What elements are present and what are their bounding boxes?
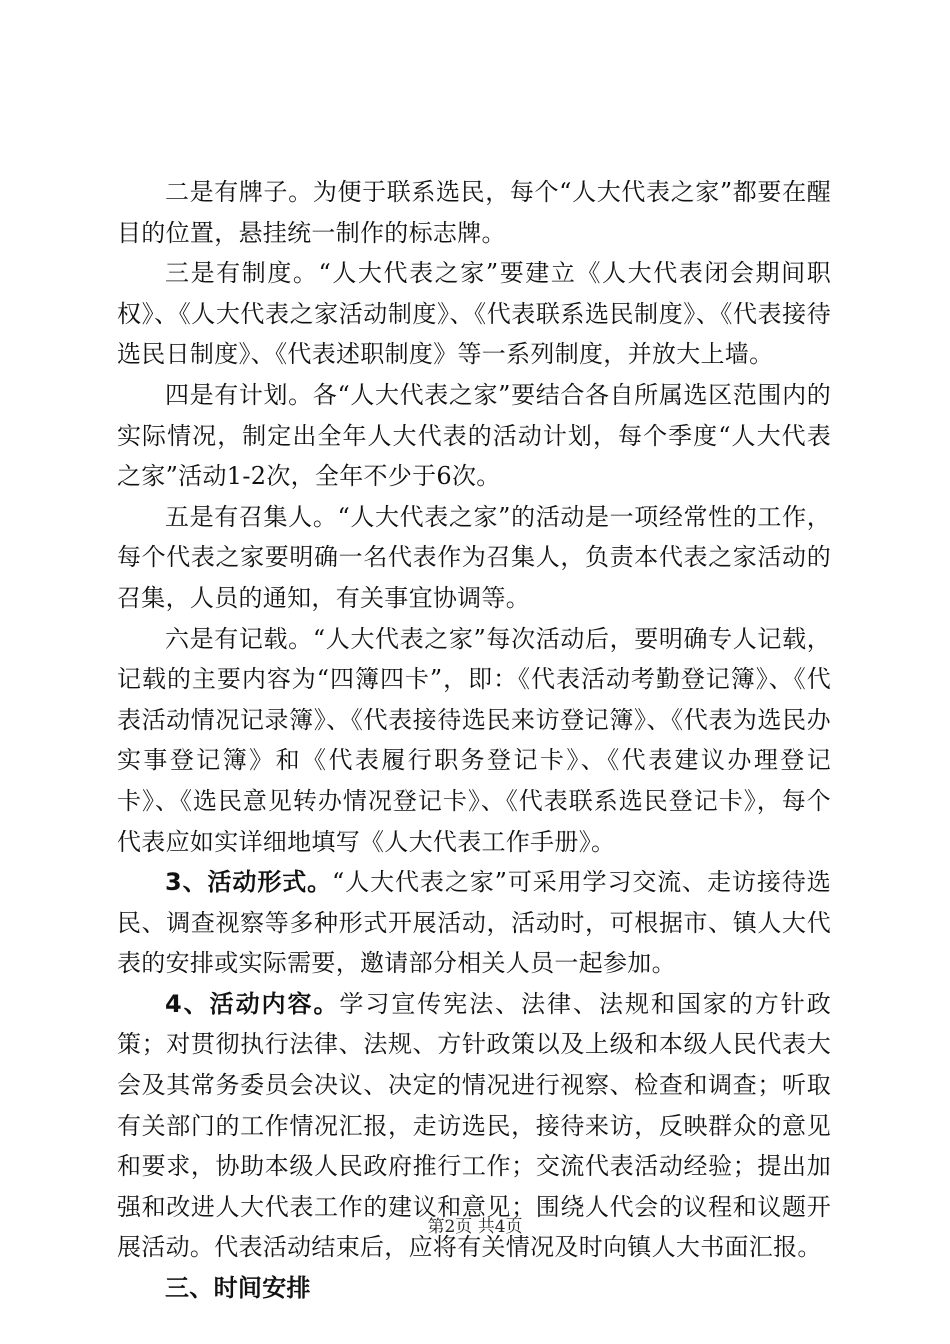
- paragraph-text: 三是有制度。“人大代表之家”要建立《人大代表闭会期间职权》、《人大代表之家活动制度》、《代表联系选民制度》、《代表接待选民日制度》、《代表述职制度》等一系列制度，并放大上墙。: [117, 259, 831, 369]
- page-footer: [0, 1215, 950, 1239]
- page-indicator: 第2页 共4页: [427, 1217, 523, 1237]
- paragraph-text: 四是有计划。各“人大代表之家”要结合各自所属选区范围内的实际情况，制定出全年人大代表的活动计划，每个季度“人大代表之家”活动1-2次，全年不少于6次。: [117, 380, 831, 491]
- paragraph-system: [117, 253, 831, 375]
- paragraph-plan: [117, 375, 831, 497]
- section-heading: 三、时间安排: [165, 1274, 311, 1303]
- paragraph-text: 六是有记载。“人大代表之家”每次活动后，要明确专人记载，记载的主要内容为“四簿四卡”，即：《代表活动考勤登记簿》、《代表活动情况记录簿》、《代表接待选民来访登记簿》、《代表为选民办实事登记簿》和《代表履行职务登记卡》、《代表建议办理登记卡》、《选民意见转办情况登记卡》、《代表联系选民登记卡》，每个代表应如实详细地填写《人大代表工作手册》。: [117, 624, 831, 856]
- paragraph-lead: 4、活动内容。: [165, 989, 340, 1018]
- paragraph-text: 二是有牌子。为便于联系选民，每个“人大代表之家”都要在醒目的位置，悬挂统一制作的标志牌。: [117, 178, 831, 247]
- paragraph-text: 学习宣传宪法、法律、法规和国家的方针政策；对贯彻执行法律、法规、方针政策以及上级和本级人民代表大会及其常务委员会决议、决定的情况进行视察、检查和调查；听取有关部门的工作情况汇报，走访选民，接待来访，反映群众的意见和要求，协助本级人民政府推行工作；交流代表活动经验；提出加强和改进人大代表工作的建议和意见；围绕人代会的议程和议题开展活动。代表活动结束后，应将有关情况及时向镇人大书面汇报。: [117, 989, 831, 1262]
- paragraph-signboard: [117, 172, 831, 253]
- document-body: [117, 172, 831, 1309]
- paragraph-text: “人大代表之家”可采用学习交流、走访接待选民、调查视察等多种形式开展活动，活动时，可根据市、镇人大代表的安排或实际需要，邀请部分相关人员一起参加。: [117, 868, 831, 978]
- paragraph-lead: 3、活动形式。: [165, 868, 333, 897]
- paragraph-activity-form: [117, 862, 831, 984]
- paragraph-text: 五是有召集人。“人大代表之家”的活动是一项经常性的工作，每个代表之家要明确一名代表作为召集人，负责本代表之家活动的召集，人员的通知，有关事宜协调等。: [117, 502, 831, 612]
- paragraph-convener: [117, 497, 831, 619]
- paragraph-records: [117, 619, 831, 863]
